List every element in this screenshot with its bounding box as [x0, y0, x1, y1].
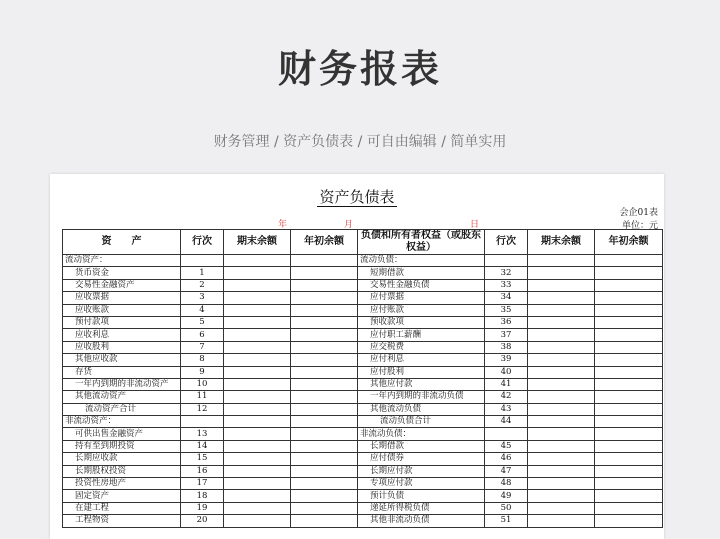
liability-ending-balance-cell[interactable] — [528, 490, 595, 502]
table-row — [63, 515, 663, 527]
asset-item: 存货 — [63, 366, 181, 378]
asset-opening-balance-cell[interactable] — [291, 440, 358, 452]
asset-opening-balance-cell[interactable] — [291, 515, 358, 527]
liability-line-no: 45 — [485, 440, 528, 452]
liability-opening-balance-cell[interactable] — [595, 391, 663, 403]
asset-item: 应收利息 — [63, 329, 181, 341]
liability-line-no: 44 — [485, 416, 528, 428]
liability-opening-balance-cell[interactable] — [595, 267, 663, 279]
asset-line-no: 20 — [181, 515, 224, 527]
table-row — [63, 329, 663, 341]
liability-opening-balance-cell[interactable] — [595, 279, 663, 291]
asset-opening-balance-cell[interactable] — [291, 255, 358, 267]
asset-item: 应收账款 — [63, 304, 181, 316]
asset-ending-balance-cell[interactable] — [224, 354, 291, 366]
liability-ending-balance-cell[interactable] — [528, 316, 595, 328]
form-code: 会企01表 — [619, 208, 658, 218]
asset-opening-balance-cell[interactable] — [291, 316, 358, 328]
liability-item: 其他流动负债 — [358, 403, 485, 415]
asset-line-no: 12 — [181, 403, 224, 415]
liability-opening-balance-cell[interactable] — [595, 465, 663, 477]
asset-ending-balance-cell[interactable] — [224, 428, 291, 440]
balance-sheet-document — [50, 174, 664, 539]
liability-line-no: 48 — [485, 478, 528, 490]
asset-line-no: 8 — [181, 354, 224, 366]
balance-sheet-table — [62, 229, 663, 528]
asset-item: 一年内到期的非流动资产 — [63, 378, 181, 390]
asset-opening-balance-cell[interactable] — [291, 391, 358, 403]
liability-ending-balance-cell[interactable] — [528, 502, 595, 514]
asset-line-no: 6 — [181, 329, 224, 341]
asset-line-no: 3 — [181, 292, 224, 304]
table-row — [63, 391, 663, 403]
table-row — [63, 378, 663, 390]
asset-line-no: 9 — [181, 366, 224, 378]
table-row — [63, 366, 663, 378]
liability-item: 长期应付款 — [358, 465, 485, 477]
asset-line-no: 14 — [181, 440, 224, 452]
asset-ending-balance-cell[interactable] — [224, 403, 291, 415]
liability-item: 专项应付款 — [358, 478, 485, 490]
asset-ending-balance-cell[interactable] — [224, 490, 291, 502]
liability-line-no — [485, 428, 528, 440]
asset-opening-balance-cell[interactable] — [291, 304, 358, 316]
asset-line-no: 2 — [181, 279, 224, 291]
liability-ending-balance-cell[interactable] — [528, 304, 595, 316]
liability-opening-balance-cell[interactable] — [595, 490, 663, 502]
table-row — [63, 478, 663, 490]
asset-ending-balance-cell[interactable] — [224, 440, 291, 452]
asset-item: 应收票据 — [63, 292, 181, 304]
liability-ending-balance-cell[interactable] — [528, 416, 595, 428]
table-row — [63, 465, 663, 477]
header-ending-balance: 期末余额 — [528, 230, 595, 255]
liability-line-no — [485, 255, 528, 267]
liability-line-no: 33 — [485, 279, 528, 291]
date-day: 日 — [470, 220, 480, 230]
asset-ending-balance-cell[interactable] — [224, 366, 291, 378]
asset-line-no: 5 — [181, 316, 224, 328]
liability-line-no: 35 — [485, 304, 528, 316]
liability-line-no: 38 — [485, 341, 528, 353]
asset-item: 交易性金融资产 — [63, 279, 181, 291]
liability-opening-balance-cell[interactable] — [595, 403, 663, 415]
asset-opening-balance-cell[interactable] — [291, 478, 358, 490]
asset-opening-balance-cell[interactable] — [291, 416, 358, 428]
liability-opening-balance-cell[interactable] — [595, 428, 663, 440]
table-row — [63, 341, 663, 353]
liability-ending-balance-cell[interactable] — [528, 292, 595, 304]
liability-line-no: 47 — [485, 465, 528, 477]
asset-ending-balance-cell[interactable] — [224, 391, 291, 403]
date-month: 月 — [344, 220, 354, 230]
header-assets: 资 产 — [63, 230, 181, 255]
report-date — [50, 217, 510, 229]
liability-ending-balance-cell[interactable] — [528, 354, 595, 366]
liability-item: 交易性金融负债 — [358, 279, 485, 291]
liability-ending-balance-cell[interactable] — [528, 279, 595, 291]
asset-ending-balance-cell[interactable] — [224, 316, 291, 328]
liability-opening-balance-cell[interactable] — [595, 316, 663, 328]
liability-item: 流动负债合计 — [358, 416, 485, 428]
asset-ending-balance-cell[interactable] — [224, 292, 291, 304]
liability-opening-balance-cell[interactable] — [595, 416, 663, 428]
asset-ending-balance-cell[interactable] — [224, 478, 291, 490]
asset-item: 长期应收款 — [63, 453, 181, 465]
currency-unit: 单位：元 — [621, 221, 658, 231]
liability-opening-balance-cell[interactable] — [595, 341, 663, 353]
asset-line-no: 10 — [181, 378, 224, 390]
liability-item: 应付账款 — [358, 304, 485, 316]
asset-item: 货币资金 — [63, 267, 181, 279]
liability-opening-balance-cell[interactable] — [595, 329, 663, 341]
asset-line-no: 17 — [181, 478, 224, 490]
asset-ending-balance-cell[interactable] — [224, 329, 291, 341]
header-opening-balance: 年初余额 — [291, 230, 358, 255]
asset-item: 流动资产： — [63, 255, 181, 267]
table-row — [63, 354, 663, 366]
liability-opening-balance-cell[interactable] — [595, 478, 663, 490]
asset-line-no — [181, 416, 224, 428]
asset-ending-balance-cell[interactable] — [224, 453, 291, 465]
asset-opening-balance-cell[interactable] — [291, 292, 358, 304]
asset-opening-balance-cell[interactable] — [291, 490, 358, 502]
table-header-row — [63, 230, 663, 255]
liability-item: 应付票据 — [358, 292, 485, 304]
asset-ending-balance-cell[interactable] — [224, 279, 291, 291]
table-row — [63, 267, 663, 279]
liability-line-no: 42 — [485, 391, 528, 403]
asset-line-no: 15 — [181, 453, 224, 465]
header-line-no: 行次 — [485, 230, 528, 255]
liability-opening-balance-cell[interactable] — [595, 502, 663, 514]
asset-opening-balance-cell[interactable] — [291, 465, 358, 477]
asset-item: 其他应收款 — [63, 354, 181, 366]
asset-item: 预付款项 — [63, 316, 181, 328]
liability-opening-balance-cell[interactable] — [595, 255, 663, 267]
liability-item: 其他应付款 — [358, 378, 485, 390]
liability-item: 非流动负债： — [358, 428, 485, 440]
asset-item: 可供出售金融资产 — [63, 428, 181, 440]
liability-line-no: 39 — [485, 354, 528, 366]
liability-item: 应交税费 — [358, 341, 485, 353]
liability-ending-balance-cell[interactable] — [528, 478, 595, 490]
asset-opening-balance-cell[interactable] — [291, 354, 358, 366]
sheet-title-text: 资产负债表 — [319, 188, 395, 206]
liability-line-no: 51 — [485, 515, 528, 527]
liability-line-no: 50 — [485, 502, 528, 514]
header-liabilities-equity: 负债和所有者权益（或股东权益） — [358, 230, 485, 255]
liability-item: 长期借款 — [358, 440, 485, 452]
liability-line-no: 40 — [485, 366, 528, 378]
liability-opening-balance-cell[interactable] — [595, 366, 663, 378]
liability-ending-balance-cell[interactable] — [528, 267, 595, 279]
page-title: 财务报表 — [277, 47, 442, 91]
header-ending-balance: 期末余额 — [224, 230, 291, 255]
asset-item: 流动资产合计 — [63, 403, 181, 415]
asset-item: 应收股利 — [63, 341, 181, 353]
asset-opening-balance-cell[interactable] — [291, 378, 358, 390]
liability-ending-balance-cell[interactable] — [528, 329, 595, 341]
asset-ending-balance-cell[interactable] — [224, 465, 291, 477]
liability-opening-balance-cell[interactable] — [595, 378, 663, 390]
asset-ending-balance-cell[interactable] — [224, 416, 291, 428]
asset-item: 在建工程 — [63, 502, 181, 514]
asset-line-no: 7 — [181, 341, 224, 353]
asset-ending-balance-cell[interactable] — [224, 304, 291, 316]
asset-item: 工程物资 — [63, 515, 181, 527]
asset-ending-balance-cell[interactable] — [224, 341, 291, 353]
liability-item: 应付股利 — [358, 366, 485, 378]
asset-line-no — [181, 255, 224, 267]
asset-opening-balance-cell[interactable] — [291, 403, 358, 415]
asset-ending-balance-cell[interactable] — [224, 502, 291, 514]
liability-item: 预计负债 — [358, 490, 485, 502]
liability-ending-balance-cell[interactable] — [528, 403, 595, 415]
table-row — [63, 304, 663, 316]
asset-opening-balance-cell[interactable] — [291, 428, 358, 440]
asset-opening-balance-cell[interactable] — [291, 453, 358, 465]
asset-line-no: 16 — [181, 465, 224, 477]
liability-opening-balance-cell[interactable] — [595, 515, 663, 527]
liability-ending-balance-cell[interactable] — [528, 391, 595, 403]
asset-line-no: 1 — [181, 267, 224, 279]
header-opening-balance: 年初余额 — [595, 230, 663, 255]
liability-line-no: 37 — [485, 329, 528, 341]
liability-item: 应付债券 — [358, 453, 485, 465]
table-row — [63, 416, 663, 428]
asset-item: 持有至到期投资 — [63, 440, 181, 452]
asset-opening-balance-cell[interactable] — [291, 502, 358, 514]
liability-opening-balance-cell[interactable] — [595, 292, 663, 304]
asset-item: 投资性房地产 — [63, 478, 181, 490]
table-body — [63, 255, 663, 528]
liability-ending-balance-cell[interactable] — [528, 465, 595, 477]
table-row — [63, 292, 663, 304]
liability-item: 一年内到期的非流动负债 — [358, 391, 485, 403]
asset-ending-balance-cell[interactable] — [224, 267, 291, 279]
table-row — [63, 428, 663, 440]
liability-line-no: 46 — [485, 453, 528, 465]
liability-line-no: 34 — [485, 292, 528, 304]
liability-opening-balance-cell[interactable] — [595, 304, 663, 316]
table-row — [63, 453, 663, 465]
asset-item: 非流动资产： — [63, 416, 181, 428]
asset-item: 长期股权投资 — [63, 465, 181, 477]
sheet-title — [50, 186, 664, 207]
liability-item: 递延所得税负债 — [358, 502, 485, 514]
liability-ending-balance-cell[interactable] — [528, 440, 595, 452]
asset-line-no: 4 — [181, 304, 224, 316]
liability-line-no: 43 — [485, 403, 528, 415]
liability-opening-balance-cell[interactable] — [595, 440, 663, 452]
liability-line-no: 49 — [485, 490, 528, 502]
asset-opening-balance-cell[interactable] — [291, 341, 358, 353]
table-row — [63, 279, 663, 291]
liability-line-no: 32 — [485, 267, 528, 279]
table-row — [63, 403, 663, 415]
liability-item: 其他非流动负债 — [358, 515, 485, 527]
liability-ending-balance-cell[interactable] — [528, 428, 595, 440]
liability-ending-balance-cell[interactable] — [528, 378, 595, 390]
asset-item: 其他流动资产 — [63, 391, 181, 403]
liability-item: 预收款项 — [358, 316, 485, 328]
asset-ending-balance-cell[interactable] — [224, 515, 291, 527]
asset-opening-balance-cell[interactable] — [291, 279, 358, 291]
date-year: 年 — [278, 220, 288, 230]
table-row — [63, 440, 663, 452]
asset-item: 固定资产 — [63, 490, 181, 502]
asset-opening-balance-cell[interactable] — [291, 267, 358, 279]
liability-opening-balance-cell[interactable] — [595, 354, 663, 366]
asset-line-no: 19 — [181, 502, 224, 514]
liability-ending-balance-cell[interactable] — [528, 341, 595, 353]
liability-ending-balance-cell[interactable] — [528, 366, 595, 378]
table-row — [63, 316, 663, 328]
liability-line-no: 36 — [485, 316, 528, 328]
header-line-no: 行次 — [181, 230, 224, 255]
asset-opening-balance-cell[interactable] — [291, 329, 358, 341]
table-row — [63, 490, 663, 502]
liability-item: 短期借款 — [358, 267, 485, 279]
asset-ending-balance-cell[interactable] — [224, 378, 291, 390]
liability-ending-balance-cell[interactable] — [528, 453, 595, 465]
asset-line-no: 18 — [181, 490, 224, 502]
liability-ending-balance-cell[interactable] — [528, 255, 595, 267]
liability-item: 流动负债： — [358, 255, 485, 267]
liability-ending-balance-cell[interactable] — [528, 515, 595, 527]
asset-line-no: 13 — [181, 428, 224, 440]
page-subtitle: 财务管理 / 资产负债表 / 可自由编辑 / 简单实用 — [213, 134, 507, 150]
liability-item: 应付职工薪酬 — [358, 329, 485, 341]
asset-line-no: 11 — [181, 391, 224, 403]
liability-opening-balance-cell[interactable] — [595, 453, 663, 465]
asset-opening-balance-cell[interactable] — [291, 366, 358, 378]
asset-ending-balance-cell[interactable] — [224, 255, 291, 267]
table-row — [63, 255, 663, 267]
liability-line-no: 41 — [485, 378, 528, 390]
table-row — [63, 502, 663, 514]
liability-item: 应付利息 — [358, 354, 485, 366]
